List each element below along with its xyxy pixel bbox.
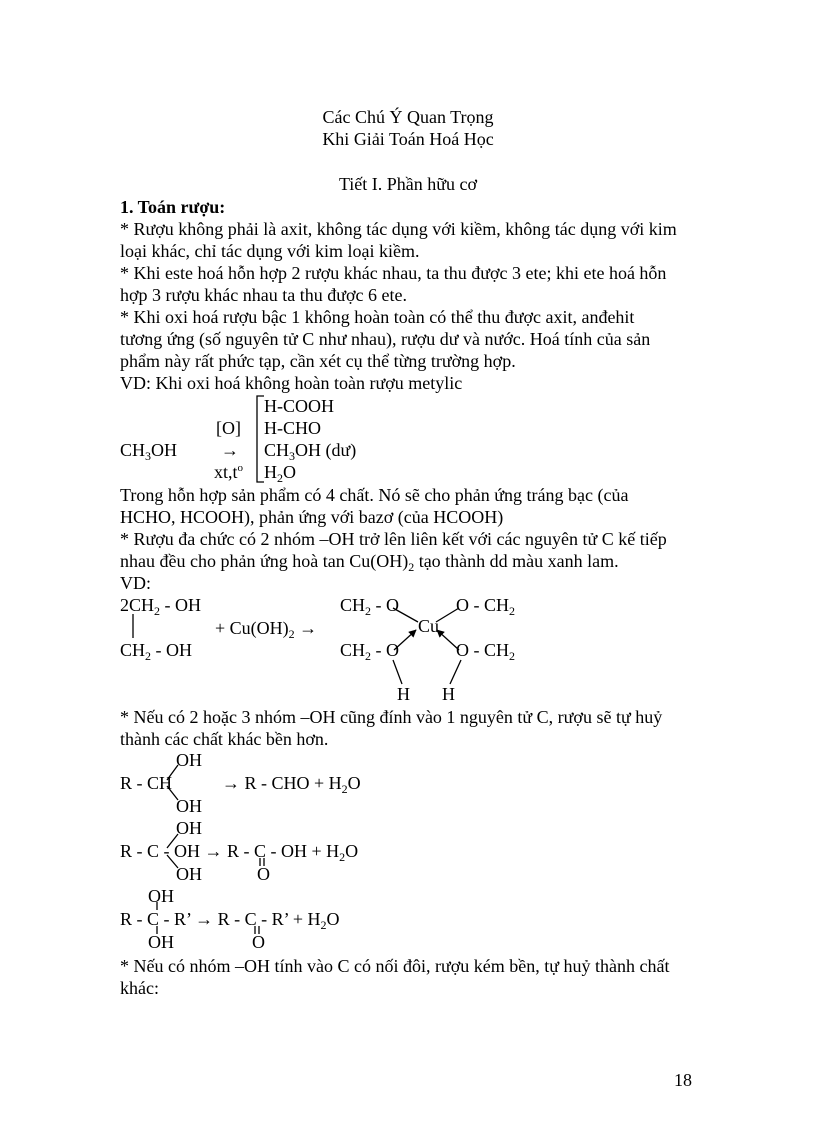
rxn3-right: → R - CHO + $H_2O$ [222, 773, 361, 796]
rxn1-reactant: $CH_3OH$ [120, 440, 178, 463]
rxn2-left-top: $2CH_2$ - OH [120, 595, 202, 618]
example2-label: VD: [120, 573, 151, 593]
rxn5-oh-bottom: OH [148, 932, 174, 952]
rxn3-left: R - CH [120, 773, 173, 793]
rxn4-oh-top: OH [176, 818, 202, 838]
rxn2-arrow-bl [394, 630, 416, 650]
rxn3-bond-bottom [167, 786, 178, 800]
rxn2-right-bottom-right: O - $CH_2$ [456, 640, 515, 663]
rxn4-main: R - C - OH → R - C - OH + $H_2O$ [120, 841, 359, 864]
rxn2-hydrogen-2: H [442, 684, 455, 704]
rxn1-product-3: $CH_3OH$ (dư) [264, 440, 357, 463]
rxn2-reagent: + $Cu(OH)_2$ → [215, 618, 318, 641]
part-heading: Tiết I. Phần hữu cơ [338, 174, 478, 194]
title-line-1: Các Chú Ý Quan Trọng [322, 107, 494, 127]
rxn5-o-bottom: O [252, 932, 265, 952]
rxn3-oh-top: OH [176, 750, 202, 770]
rxn1-condition-bottom: $xt,t^o$ [214, 462, 244, 482]
para2-line1: * Khi este hoá hỗn hợp 2 rượu khác nhau, ta thu được 3 ete; khi ete hoá hỗn [120, 263, 667, 283]
para4-line1: Trong hỗn hợp sản phẩm có 4 chất. Nó sẽ cho phản ứng tráng bạc (của [120, 485, 629, 505]
rxn5-main: R - C - R’ → R - C - R’ + $H_2O$ [120, 909, 340, 932]
rxn2-arrow-br [437, 630, 459, 650]
para4-line2: HCHO, HCOOH), phản ứng với bazơ (của HCOOH) [120, 507, 504, 527]
para5-line2: nhau đều cho phản ứng hoà $\tan Cu(OH)_2$ tạo thành dd màu xanh lam. [120, 551, 619, 574]
para1-line2: loại khác, chỉ tác dụng với kim loại kiềm. [120, 241, 420, 261]
rxn2-bond-oh1 [393, 660, 402, 684]
rxn2-bond-tl [393, 608, 418, 622]
rxn2-bond-tr [436, 608, 459, 622]
rxn1-product-2: H-CHO [264, 418, 321, 438]
rxn4-bond-bottom [167, 855, 178, 868]
rxn2-right-top-right: O - $CH_2$ [456, 595, 515, 618]
rxn2-bond-oh2 [450, 660, 461, 684]
para7-line2: khác: [120, 978, 159, 998]
section-heading: 1. Toán rượu: [120, 197, 226, 217]
rxn2-right-bottom-left: $CH_2$ - O [340, 640, 400, 663]
para1-line1: * Rượu không phải là axit, không tác dụng với kiềm, không tác dụng với kim [120, 219, 677, 239]
rxn2-copper: Cu [418, 616, 440, 636]
para5-line1: * Rượu đa chức có 2 nhóm –OH trở lên liên kết với các nguyên tử C kế tiếp [120, 529, 667, 549]
rxn1-product-bracket [257, 396, 264, 482]
page-number: 18 [674, 1070, 692, 1090]
rxn3-oh-bottom: OH [176, 796, 202, 816]
para6-line1: * Nếu có 2 hoặc 3 nhóm –OH cũng đính vào 1 nguyên tử C, rượu sẽ tự huỷ [120, 707, 663, 727]
para6-line2: thành các chất khác bền hơn. [120, 729, 329, 749]
rxn4-o-bottom: O [257, 864, 270, 884]
title-line-2: Khi Giải Toán Hoá Học [322, 129, 494, 149]
para3-line2: tương ứng (số nguyên tử C như nhau), rượu dư và nước. Hoá tính của sản [120, 329, 651, 349]
para7-line1: * Nếu có nhóm –OH tính vào C có nối đôi, rượu kém bền, tự huỷ thành chất [120, 956, 670, 976]
example1-intro: VD: Khi oxi hoá không hoàn toàn rượu metylic [120, 373, 463, 393]
para3-line3: phẩm này rất phức tạp, cần xét cụ thể từng trường hợp. [120, 351, 516, 371]
rxn1-arrow: → [221, 440, 239, 460]
rxn1-product-1: H-COOH [264, 396, 334, 416]
rxn2-hydrogen-1: H [397, 684, 410, 704]
para2-line2: hợp 3 rượu khác nhau ta thu được 6 ete. [120, 285, 407, 305]
rxn1-product-4: $H_2O$ [264, 462, 296, 485]
rxn4-oh-bottom: OH [176, 864, 202, 884]
rxn2-right-top-left: $CH_2$ - O [340, 595, 400, 618]
rxn1-condition-top: [O] [216, 418, 241, 438]
para3-line1: * Khi oxi hoá rượu bậc 1 không hoàn toàn có thể thu được axit, anđehit [120, 307, 635, 327]
rxn2-left-bottom: $CH_2$ - OH [120, 640, 193, 663]
rxn3-bond-top [167, 765, 178, 780]
rxn4-bond-top [167, 834, 178, 848]
rxn5-oh-top: OH [148, 886, 174, 906]
